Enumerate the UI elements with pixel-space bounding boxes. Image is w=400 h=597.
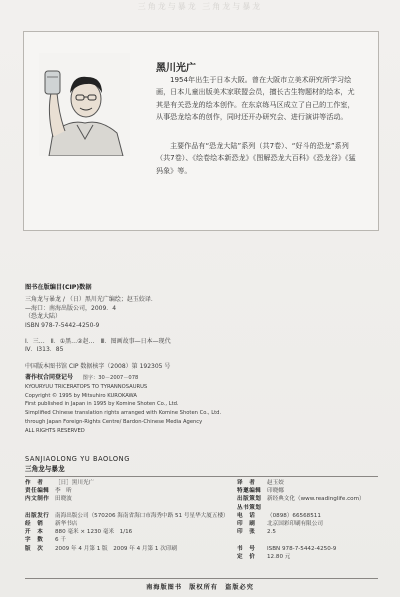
imprint-value: ［日］黑川光广 (55, 480, 95, 486)
imprint-value: 6 千 (55, 537, 66, 544)
imprint-label: 电 话 (237, 512, 256, 519)
imprint-label: 特邀编辑 (237, 488, 262, 495)
imprint-value: 12.80 元 (267, 553, 291, 560)
imprint-label: 定 价 (237, 553, 256, 560)
imprint-row (25, 479, 378, 487)
imprint-label: 经 销 (25, 520, 44, 527)
imprint-label (25, 504, 55, 512)
cip-line: Ⅳ．I313．85 (25, 346, 64, 354)
copyright-heading: 著作权合同登记号 (25, 374, 74, 381)
imprint-value: （0898）66568511 (267, 512, 321, 519)
imprint-value: 李 昕 (55, 488, 72, 495)
imprint-label: 出版发行 (25, 512, 50, 519)
copyright-registration: 图字：30－2007－078 (82, 375, 139, 381)
imprint-value: 2.5 (267, 529, 276, 536)
author-photo (39, 53, 130, 156)
bleed-through-text: 三角龙与暴龙 三角龙与暴龙 (137, 2, 263, 11)
cip-heading: 图书在版编目(CIP)数据 (25, 284, 92, 291)
copyright-line: Copyright © 1995 by Mitsuhiro KUROKAWA (25, 392, 137, 399)
imprint-row (25, 504, 378, 512)
imprint-value: 北京国彩印刷有限公司 (267, 520, 323, 527)
title-pinyin: SANJIAOLONG YU BAOLONG (25, 455, 130, 463)
imprint-row (25, 520, 378, 528)
imprint-label: 书 号 (237, 545, 256, 552)
imprint-row (25, 536, 378, 544)
publisher-footer: 南海版图书 版权所有 盗版必究 (146, 584, 254, 591)
imprint-table (25, 479, 378, 577)
imprint-row (25, 487, 378, 495)
imprint-value: 田晓波 (55, 496, 72, 503)
imprint-row (25, 495, 378, 503)
cip-line: ISBN 978-7-5442-4250-9 (25, 321, 100, 329)
imprint-row (25, 545, 378, 553)
imprint-value: 赵玉姣 (267, 480, 284, 486)
imprint-label: 出版策划 (237, 496, 262, 503)
cip-line: Ⅰ．三… Ⅱ．①黑…②赵… Ⅲ．图画故事—日本—现代 (25, 338, 171, 346)
book-title-block (25, 454, 130, 474)
copyright-line: through Japan Foreign-Rights Centre/ Bardon-Chinese Media Agency (25, 418, 203, 425)
imprint-value: 印晓娜 (267, 488, 284, 495)
imprint-label: 责任编辑 (25, 488, 50, 495)
divider (25, 578, 378, 579)
cip-line: 三角龙与暴龙 / （日）黑川光广编绘；赵玉姣译． (25, 296, 157, 304)
cip-line: 中国版本图书馆 CIP 数据核字（2008）第 192305 号 (25, 362, 171, 370)
imprint-label: 内文制作 (25, 496, 50, 503)
copyright-line: Simplified Chinese translation rights arranged with Komine Shoten Co., Ltd. (25, 410, 222, 417)
cip-line: （恐龙大陆） (25, 313, 62, 321)
copyright-line: KYOURYUU TRICERATOPS TO TYRANNOSAURUS (25, 383, 148, 390)
imprint-label: 版 次 (25, 545, 44, 552)
imprint-label: 开 本 (25, 529, 44, 536)
cip-line (25, 355, 245, 363)
imprint-value: 新华书店 (55, 520, 78, 527)
copyright-line: First published in Japan in 1995 by Komine Shoten Co., Ltd. (25, 401, 179, 408)
imprint-label (237, 536, 267, 544)
copyright-line: ALL RIGHTS RESERVED (25, 427, 85, 434)
imprint-label: 译 者 (237, 480, 256, 486)
author-name: 黑川光广 (156, 63, 196, 74)
divider (25, 476, 378, 477)
imprint-label: 印 张 (237, 529, 256, 536)
imprint-label: 作 者 (25, 480, 44, 486)
imprint-value: 南海出版公司（570206 海南省海口市海秀中路 51 号星华大厦五楼） (55, 512, 229, 519)
imprint-label: 印 刷 (237, 520, 256, 527)
imprint-row (25, 528, 378, 536)
imprint-value: 新经典文化（www.readinglife.com） (267, 496, 365, 503)
cip-line: —海口：南海出版公司，2009．4 (25, 304, 117, 312)
cip-line (25, 330, 245, 338)
title-chinese: 三角龙与暴龙 (25, 465, 65, 473)
imprint-value: 880 毫米 × 1230 毫米 1/16 (55, 529, 133, 536)
copyright-block (25, 374, 325, 436)
imprint-label: 字 数 (25, 537, 44, 544)
imprint-label (25, 553, 55, 561)
imprint-value: ISBN 978-7-5442-4250-9 (267, 545, 337, 552)
author-bio: 1954年出生于日本大阪。曾在大阪市立美术研究所学习绘画，日本儿童出版美术家联盟会员，擅长古生物题材的绘本，尤其是有关恐龙的绘本创作。在东京练马区成立了自己的工作室，从事恐龙绘本的创作，同时还开办研究会、进行演讲等活动。 (156, 75, 355, 122)
imprint-value: 2009 年 4 月第 1 版 2009 年 4 月第 1 次印刷 (55, 545, 178, 552)
imprint-row (25, 553, 378, 561)
imprint-row (25, 512, 378, 520)
cip-data-block (25, 284, 245, 371)
imprint-label: 丛书策划 (237, 504, 262, 511)
author-works: 主要作品有“恐龙大陆”系列（共7卷）、“好斗的恐龙”系列（共7卷）、《绘卷绘本新恐龙》《图解恐龙大百科》《恐龙谷》《猛犸象》等。 (156, 141, 356, 175)
